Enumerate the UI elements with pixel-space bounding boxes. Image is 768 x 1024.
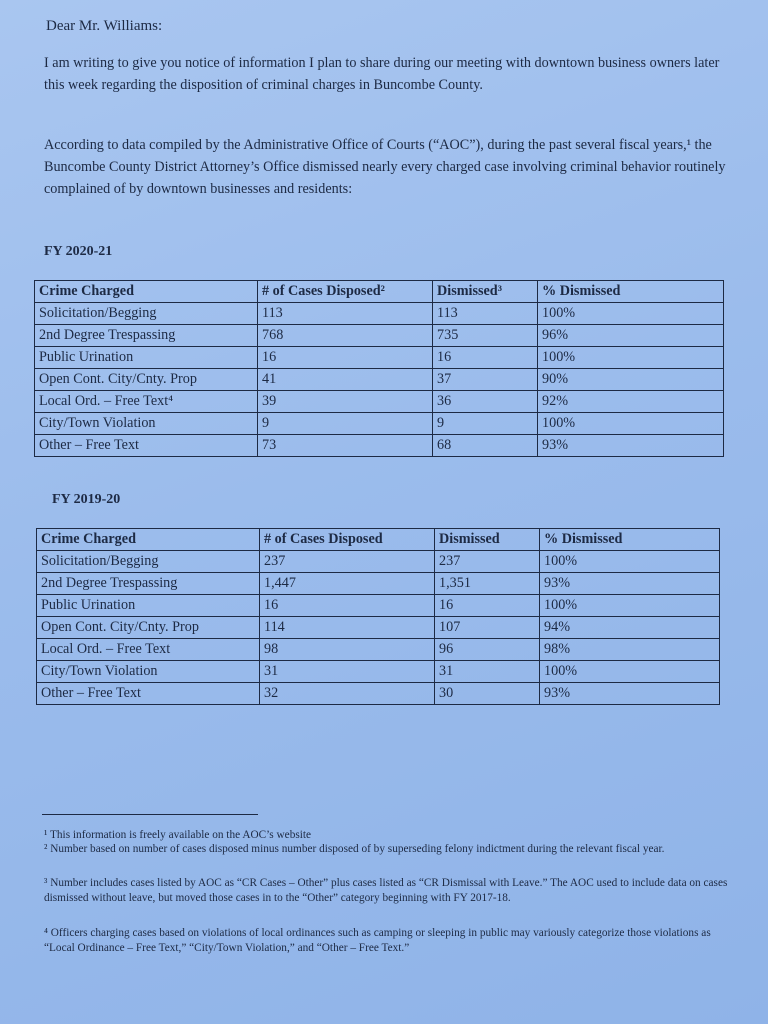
cell-percent: 100% xyxy=(538,303,724,325)
cell-disposed: 1,447 xyxy=(260,573,435,595)
header-percent-dismissed: % Dismissed xyxy=(540,529,720,551)
cell-crime: Local Ord. – Free Text⁴ xyxy=(35,391,258,413)
cell-percent: 100% xyxy=(540,551,720,573)
cell-dismissed: 9 xyxy=(433,413,538,435)
cell-dismissed: 68 xyxy=(433,435,538,457)
header-cases-disposed: # of Cases Disposed xyxy=(260,529,435,551)
cell-percent: 96% xyxy=(538,325,724,347)
cell-dismissed: 37 xyxy=(433,369,538,391)
header-crime-charged: Crime Charged xyxy=(37,529,260,551)
table-row xyxy=(37,573,720,595)
cell-dismissed: 107 xyxy=(435,617,540,639)
cell-disposed: 16 xyxy=(258,347,433,369)
footnote-3: ³ Number includes cases listed by AOC as “CR Cases – Other” plus cases listed as “CR Dismissal with Leave.” The AOC used to include data on cases dismissed without leave, but moved those cases in to the “Other” category beginning with FY 2017-18. xyxy=(44,877,728,904)
header-cases-disposed: # of Cases Disposed² xyxy=(258,281,433,303)
cell-disposed: 98 xyxy=(260,639,435,661)
cases-table-fy2019-20 xyxy=(36,528,720,705)
table-row xyxy=(35,303,724,325)
cell-percent: 100% xyxy=(538,413,724,435)
cell-crime: Local Ord. – Free Text xyxy=(37,639,260,661)
cell-crime: 2nd Degree Trespassing xyxy=(37,573,260,595)
header-dismissed: Dismissed xyxy=(435,529,540,551)
header-dismissed: Dismissed³ xyxy=(433,281,538,303)
salutation: Dear Mr. Williams: xyxy=(46,18,163,34)
cell-percent: 93% xyxy=(538,435,724,457)
cell-percent: 93% xyxy=(540,573,720,595)
cell-disposed: 32 xyxy=(260,683,435,705)
cell-dismissed: 30 xyxy=(435,683,540,705)
cell-dismissed: 16 xyxy=(433,347,538,369)
table-row xyxy=(37,683,720,705)
cell-disposed: 39 xyxy=(258,391,433,413)
cell-disposed: 41 xyxy=(258,369,433,391)
cell-disposed: 114 xyxy=(260,617,435,639)
cell-disposed: 768 xyxy=(258,325,433,347)
table-header-row xyxy=(37,529,720,551)
cell-dismissed: 16 xyxy=(435,595,540,617)
cell-crime: Other – Free Text xyxy=(37,683,260,705)
cell-disposed: 73 xyxy=(258,435,433,457)
cell-percent: 100% xyxy=(538,347,724,369)
cell-disposed: 237 xyxy=(260,551,435,573)
cell-percent: 92% xyxy=(538,391,724,413)
header-crime-charged: Crime Charged xyxy=(35,281,258,303)
cell-dismissed: 96 xyxy=(435,639,540,661)
table-header-row xyxy=(35,281,724,303)
header-percent-dismissed: % Dismissed xyxy=(538,281,724,303)
cell-disposed: 31 xyxy=(260,661,435,683)
table-row xyxy=(35,413,724,435)
table-heading-fy2020-21: FY 2020-21 xyxy=(44,244,113,259)
table-row xyxy=(35,391,724,413)
cell-crime: Public Urination xyxy=(35,347,258,369)
cases-table-fy2020-21 xyxy=(34,280,724,457)
cell-crime: Other – Free Text xyxy=(35,435,258,457)
table-row xyxy=(35,435,724,457)
cell-dismissed: 36 xyxy=(433,391,538,413)
table-row xyxy=(37,661,720,683)
cell-crime: Public Urination xyxy=(37,595,260,617)
footnote-4: ⁴ Officers charging cases based on violations of local ordinances such as camping or sleeping in public may variously categorize those violations as “Local Ordinance – Free Text,” “City/Town Violation,” and “Other – Free Text.” xyxy=(44,927,711,954)
paragraph-intro: I am writing to give you notice of information I plan to share during our meeting with downtown business owners later this week regarding the disposition of criminal charges in Buncombe County. xyxy=(44,55,720,93)
cell-dismissed: 31 xyxy=(435,661,540,683)
cell-dismissed: 735 xyxy=(433,325,538,347)
cell-crime: Open Cont. City/Cnty. Prop xyxy=(35,369,258,391)
cell-disposed: 16 xyxy=(260,595,435,617)
cell-percent: 98% xyxy=(540,639,720,661)
cell-percent: 90% xyxy=(538,369,724,391)
table-row xyxy=(35,369,724,391)
table-row xyxy=(37,551,720,573)
cell-crime: Solicitation/Begging xyxy=(37,551,260,573)
cell-crime: Open Cont. City/Cnty. Prop xyxy=(37,617,260,639)
cell-dismissed: 113 xyxy=(433,303,538,325)
cell-dismissed: 237 xyxy=(435,551,540,573)
footnote-1: ¹ This information is freely available on the AOC’s website xyxy=(44,829,312,841)
table-row xyxy=(37,639,720,661)
cell-crime: City/Town Violation xyxy=(35,413,258,435)
table-heading-fy2019-20: FY 2019-20 xyxy=(52,492,121,507)
footnote-divider xyxy=(42,814,258,815)
table-row xyxy=(35,347,724,369)
cell-percent: 100% xyxy=(540,661,720,683)
table-row xyxy=(37,595,720,617)
cell-percent: 93% xyxy=(540,683,720,705)
paragraph-data-summary: According to data compiled by the Administrative Office of Courts (“AOC”), during the past several fiscal years,¹ the Buncombe County District Attorney’s Office dismissed nearly every charged case involving criminal behavior routinely complained of by downtown businesses and residents: xyxy=(44,137,726,197)
cell-disposed: 113 xyxy=(258,303,433,325)
table-row xyxy=(37,617,720,639)
cell-dismissed: 1,351 xyxy=(435,573,540,595)
cell-percent: 94% xyxy=(540,617,720,639)
table-row xyxy=(35,325,724,347)
footnote-2: ² Number based on number of cases disposed minus number disposed of by superseding felony indictment during the relevant fiscal year. xyxy=(44,843,665,855)
cell-percent: 100% xyxy=(540,595,720,617)
cell-disposed: 9 xyxy=(258,413,433,435)
cell-crime: 2nd Degree Trespassing xyxy=(35,325,258,347)
cell-crime: City/Town Violation xyxy=(37,661,260,683)
cell-crime: Solicitation/Begging xyxy=(35,303,258,325)
